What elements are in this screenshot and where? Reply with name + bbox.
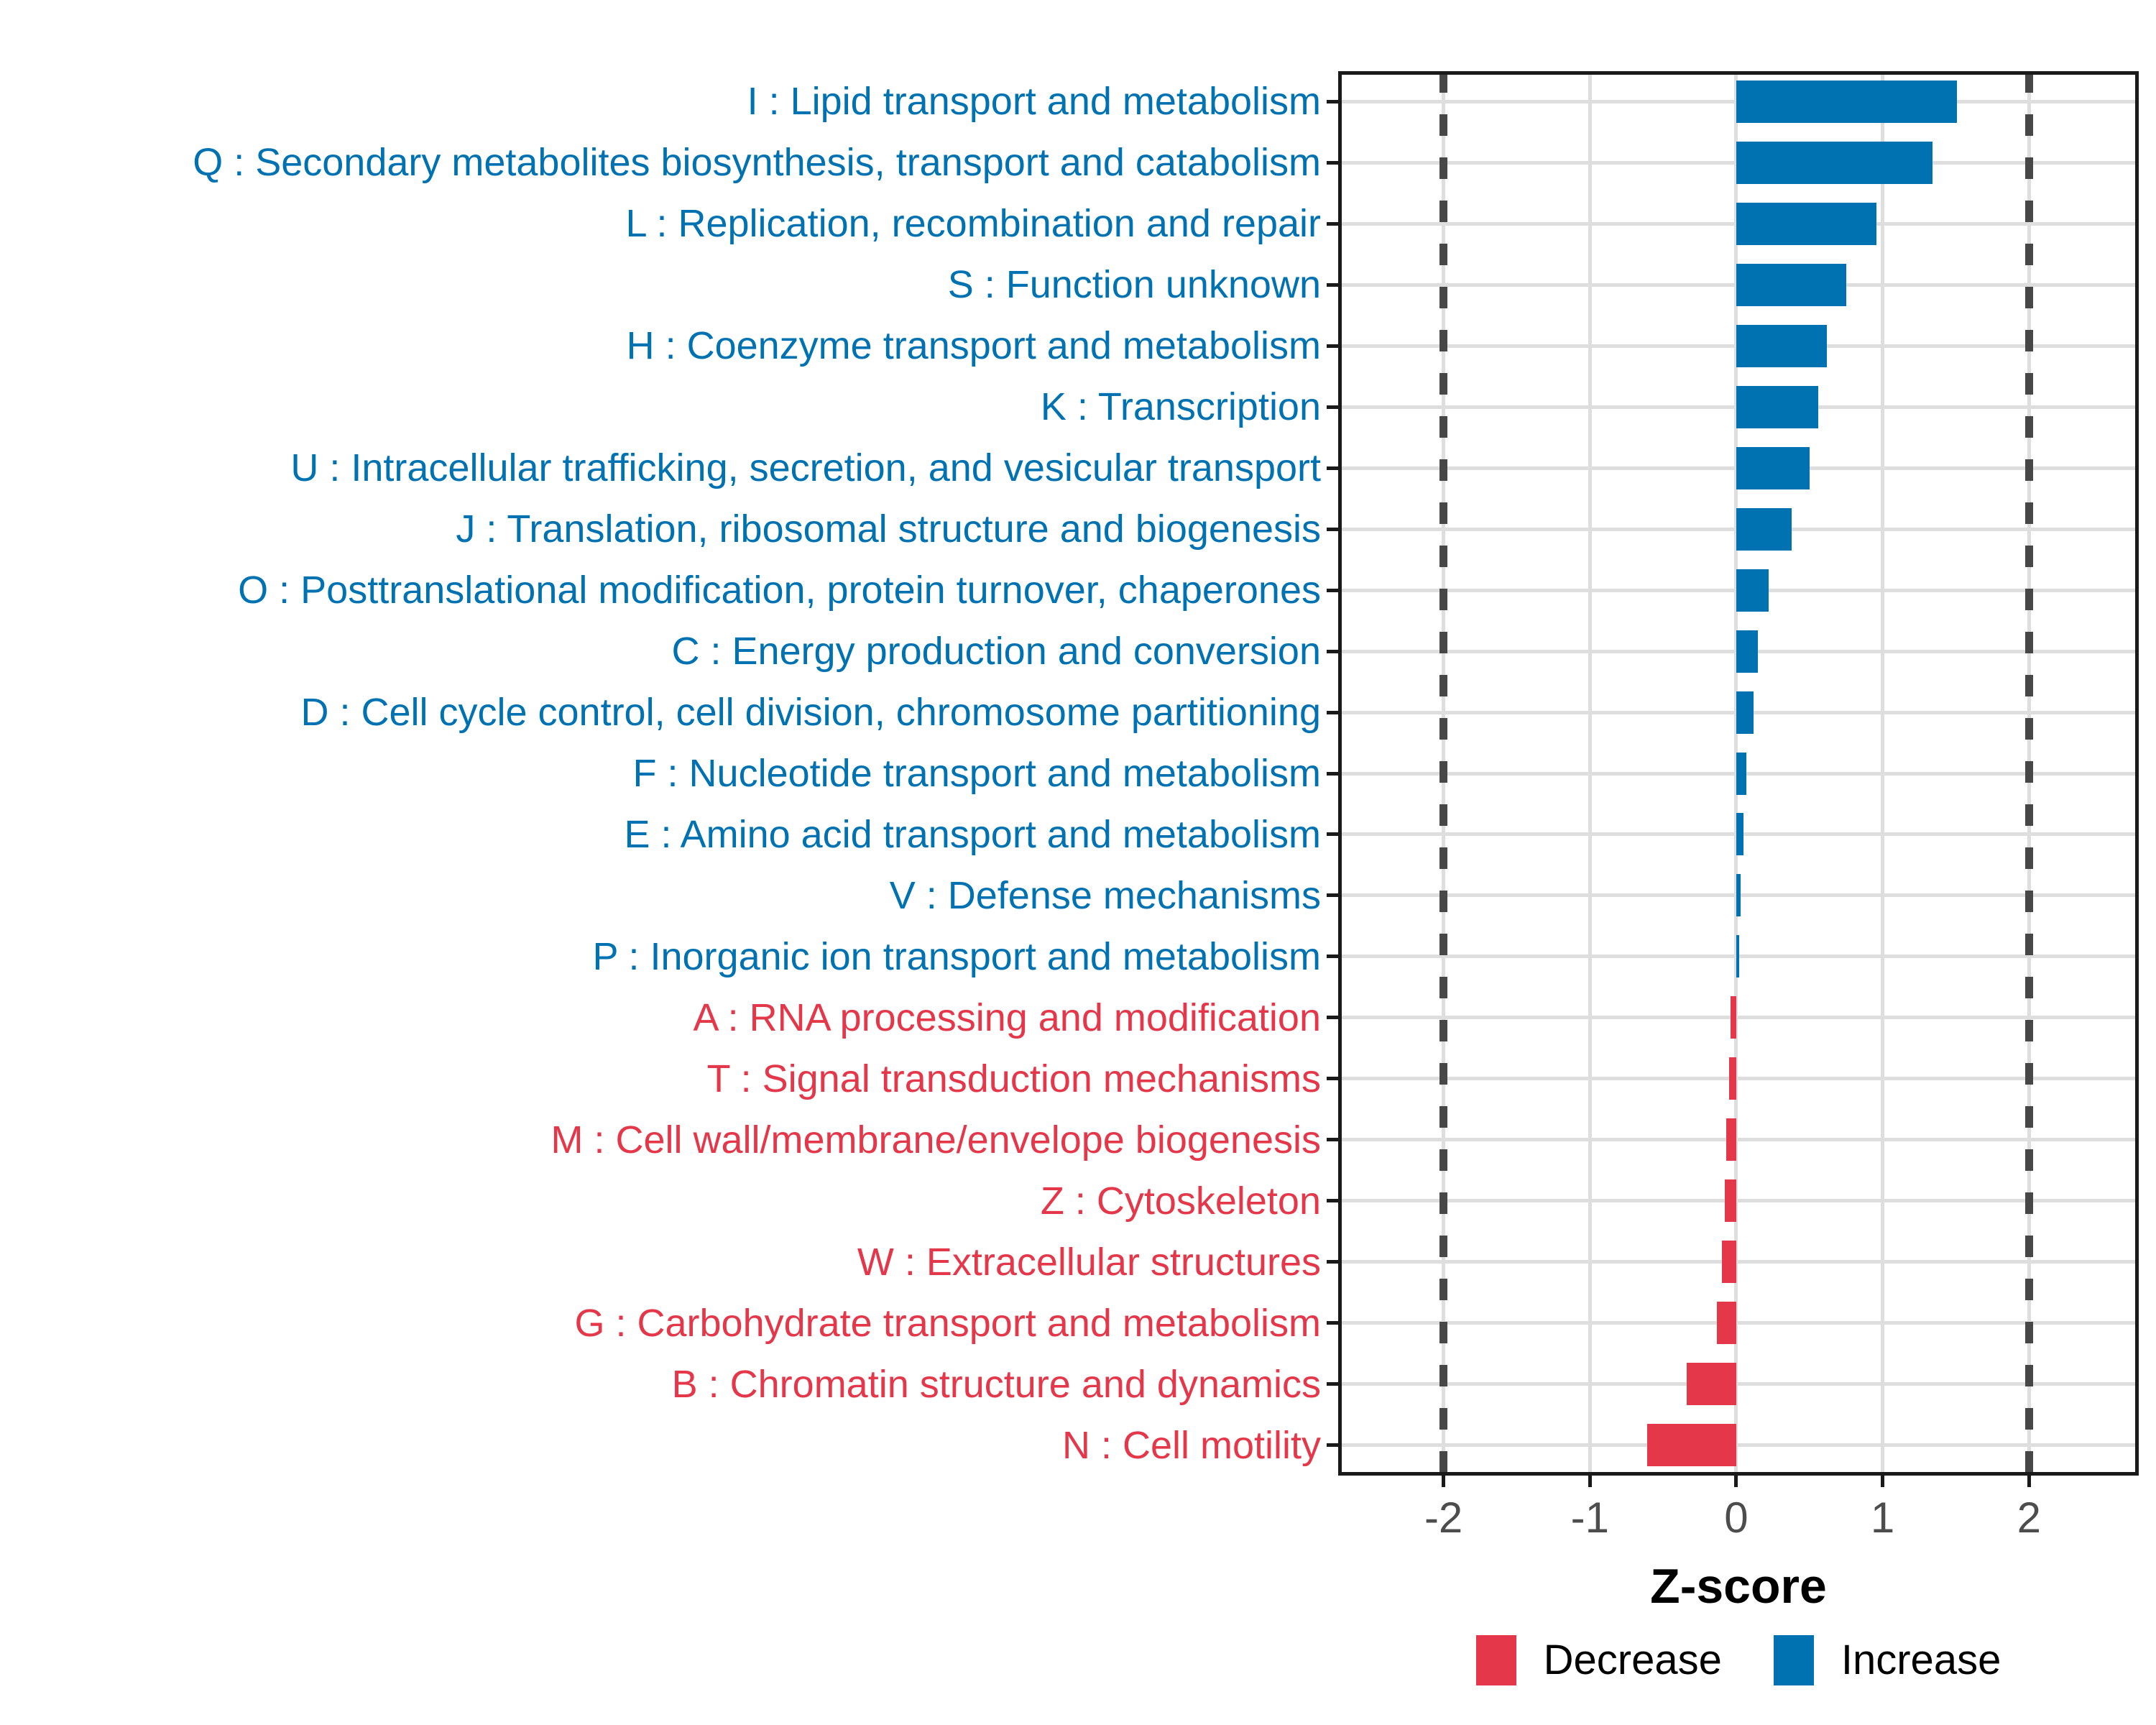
bar-P [1736,935,1739,978]
gridline-horizontal [1338,1260,2139,1264]
legend-key-increase [1774,1635,1814,1685]
gridline-horizontal [1338,1321,2139,1325]
y-axis-tick [1327,528,1338,531]
y-axis-tick [1327,1321,1338,1325]
legend [1338,1632,2139,1689]
category-label: E : Amino acid transport and metabolism [624,812,1321,856]
category-label: I : Lipid transport and metabolism [747,80,1321,124]
bar-N [1647,1424,1736,1466]
bar-E [1736,813,1743,855]
y-axis-tick [1327,1443,1338,1447]
y-axis-tick [1327,161,1338,165]
y-axis-tick [1327,954,1338,958]
y-axis-tick [1327,650,1338,653]
y-axis-tick [1327,222,1338,226]
y-axis-tick [1327,100,1338,104]
bar-B [1687,1363,1736,1405]
gridline-horizontal [1338,1077,2139,1080]
category-label: D : Cell cycle control, cell division, chromosome partitioning [300,691,1321,735]
x-axis-tick [1442,1476,1445,1487]
legend-key-decrease [1476,1635,1516,1685]
y-axis-tick [1327,405,1338,409]
y-axis-tick [1327,711,1338,714]
category-label: A : RNA processing and modification [693,995,1321,1039]
bar-U [1736,447,1810,489]
y-axis-tick [1327,1016,1338,1019]
legend-label: Decrease [1543,1637,1722,1683]
bar-K [1736,386,1818,428]
y-axis-tick [1327,283,1338,287]
gridline-horizontal [1338,1443,2139,1447]
category-label: V : Defense mechanisms [889,873,1321,917]
category-label: L : Replication, recombination and repair [625,202,1321,246]
bar-T [1729,1057,1736,1100]
bar-Q [1736,142,1932,184]
y-axis-tick [1327,1260,1338,1264]
category-label: W : Extracellular structures [857,1240,1321,1284]
bar-F [1736,753,1746,795]
bar-D [1736,691,1754,734]
category-label: P : Inorganic ion transport and metabolism [592,934,1321,978]
x-axis-tick [1881,1476,1884,1487]
x-axis-tick-label: -2 [1424,1494,1463,1542]
x-axis-tick-label: 2 [2017,1494,2041,1542]
category-label: S : Function unknown [947,263,1321,307]
gridline-horizontal [1338,1016,2139,1019]
category-label: H : Coenzyme transport and metabolism [626,324,1321,368]
x-axis-tick [2027,1476,2031,1487]
bar-W [1722,1241,1736,1283]
category-label: O : Posttranslational modification, protein turnover, chaperones [238,569,1321,612]
category-label: N : Cell motility [1061,1423,1321,1467]
y-axis-tick [1327,1199,1338,1202]
legend-item-increase [1774,1635,2001,1685]
x-axis-tick-label: -1 [1570,1494,1609,1542]
bar-J [1736,508,1792,551]
bar-A [1731,996,1736,1039]
category-label: M : Cell wall/membrane/envelope biogenesis [550,1118,1321,1162]
y-axis-tick [1327,1382,1338,1386]
category-label: J : Translation, ribosomal structure and biogenesis [456,507,1321,551]
category-label: Q : Secondary metabolites biosynthesis, transport and catabolism [193,141,1321,185]
bar-L [1736,203,1877,245]
x-axis-tick [1588,1476,1592,1487]
x-axis-tick [1734,1476,1738,1487]
category-label: U : Intracellular trafficking, secretion, and vesicular transport [290,446,1321,490]
category-label: Z : Cytoskeleton [1040,1179,1321,1223]
x-axis-tick-label: 0 [1724,1494,1749,1542]
category-label: C : Energy production and conversion [671,630,1321,673]
legend-label: Increase [1841,1637,2001,1683]
plot-panel [1338,71,2139,1476]
bar-G [1717,1302,1736,1344]
y-axis-tick [1327,832,1338,836]
bar-H [1736,325,1827,367]
gridline-horizontal [1338,1382,2139,1386]
bar-M [1726,1118,1736,1161]
y-axis-tick [1327,589,1338,592]
y-axis-tick [1327,1077,1338,1080]
bar-S [1736,264,1846,306]
x-axis-tick-label: 1 [1870,1494,1895,1542]
category-label: G : Carbohydrate transport and metabolism [574,1301,1321,1345]
y-axis-tick [1327,1138,1338,1141]
legend-item-decrease [1476,1635,1722,1685]
category-label: F : Nucleotide transport and metabolism [632,752,1321,795]
bar-Z [1725,1179,1736,1222]
bar-C [1736,630,1759,673]
category-label: B : Chromatin structure and dynamics [671,1362,1321,1406]
x-axis-title: Z-score [1650,1559,1827,1614]
y-axis-tick [1327,893,1338,897]
reference-line-dashed [1439,71,1447,1476]
y-axis-tick [1327,772,1338,776]
bar-I [1736,80,1958,123]
bar-V [1736,874,1741,916]
y-axis-tick [1327,344,1338,348]
bar-O [1736,569,1769,612]
gridline-horizontal [1338,1199,2139,1202]
category-label: K : Transcription [1040,385,1321,429]
gridline-horizontal [1338,1138,2139,1141]
category-label: T : Signal transduction mechanisms [706,1057,1321,1100]
y-axis-tick [1327,466,1338,470]
reference-line-dashed [2025,71,2033,1476]
